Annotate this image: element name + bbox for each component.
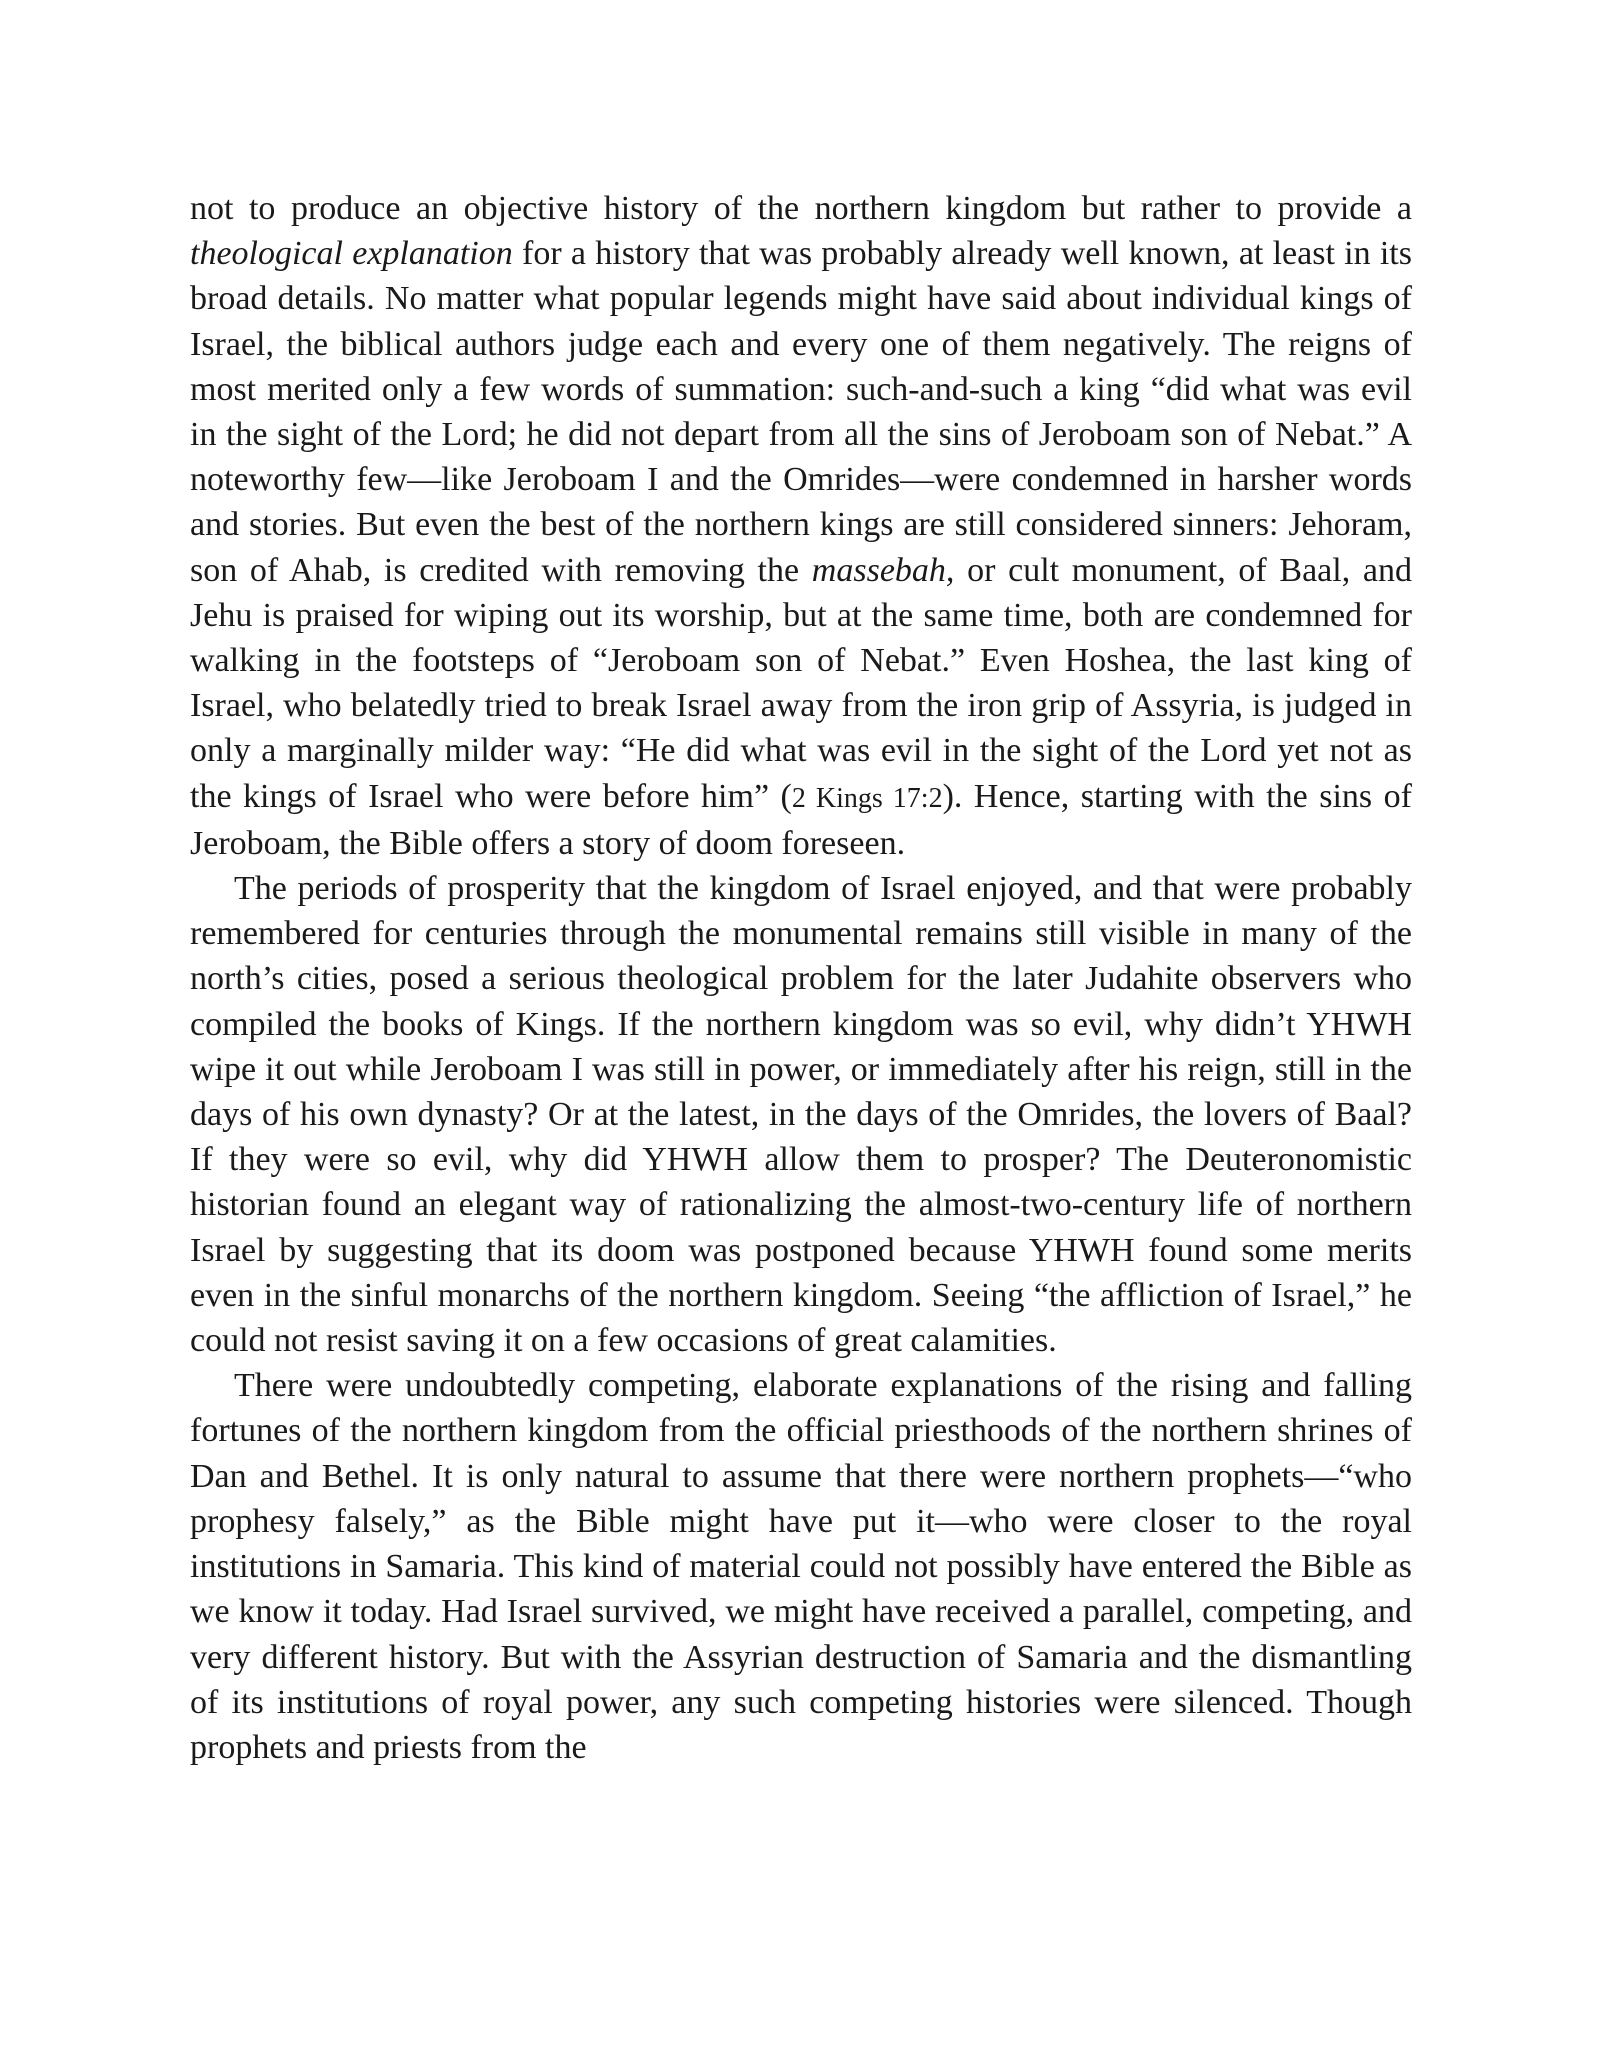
scripture-reference: 2 Kings 17:2 [791, 782, 943, 814]
paragraph-1 [190, 186, 1412, 866]
italic-term-massebah: massebah, [811, 551, 955, 589]
paragraph-1-text: not to produce an objective history of the northern kingdom but rather to provide a [190, 190, 1412, 227]
paragraph-1-text: ). Hence, starting with the sins of Jeroboam, the Bible offers a story of doom foreseen. [190, 777, 1412, 862]
paragraph-3 [190, 1363, 1412, 1770]
paragraph-1-text: or cult monument, of Baal, and Jehu is praised for wiping out its worship, but at the same time, both are condemned for walking in the footsteps of “Jeroboam son of Nebat.” Even Hoshea, the last king of Israel, who belatedly tried to break Israel away from the iron grip of Assyria, is judged in only a marginally milder way: “He did what was evil in the sight of the Lord yet not as the kings of Israel who were before him” ( [190, 551, 1412, 815]
paragraph-3-text: There were undoubtedly competing, elaborate explanations of the rising and falling fortunes of the northern kingdom from the official priesthoods of the northern shrines of Dan and Bethel. It is only natural to assume that there were northern prophets—“who prophesy falsely,” as the Bible might have put it—who were closer to the royal institutions in Samaria. This kind of material could not possibly have entered the Bible as we know it today. Had Israel survived, we might have received a parallel, competing, and very different history. But with the Assyrian destruction of Samaria and the dismantling of its institutions of royal power, any such competing histories were silenced. Though prophets and priests from the [190, 1367, 1412, 1766]
page-body [190, 186, 1412, 1770]
paragraph-1-text: for a history that was probably already well known, at least in its broad details. No matter what popular legends might have said about individual kings of Israel, the biblical authors judge each and every one of them negatively. The reigns of most merited only a few words of summation: such-and-such a king “did what was evil in the sight of the Lord; he did not depart from all the sins of Jeroboam son of Nebat.” A noteworthy few—like Jeroboam I and the Omrides—were condemned in harsher words and stories. But even the best of the northern kings are still considered sinners: Jehoram, son of Ahab, is credited with removing the [190, 235, 1412, 589]
paragraph-2-text: The periods of prosperity that the kingdom of Israel enjoyed, and that were probably remembered for centuries through the monumental remains still visible in many of the north’s cities, posed a serious theological problem for the later Judahite observers who compiled the books of Kings. If the northern kingdom was so evil, why didn’t YHWH wipe it out while Jeroboam I was still in power, or immediately after his reign, still in the days of his own dynasty? Or at the latest, in the days of the Omrides, the lovers of Baal? If they were so evil, why did YHWH allow them to prosper? The Deuteronomistic historian found an elegant way of rationalizing the almost-two-century life of northern Israel by suggesting that its doom was postponed because YHWH found some merits even in the sinful monarchs of the northern kingdom. Seeing “the affliction of Israel,” he could not resist saving it on a few occasions of great calamities. [190, 870, 1412, 1360]
paragraph-2 [190, 866, 1412, 1363]
italic-term-theological-explanation: theological explanation [190, 235, 513, 273]
